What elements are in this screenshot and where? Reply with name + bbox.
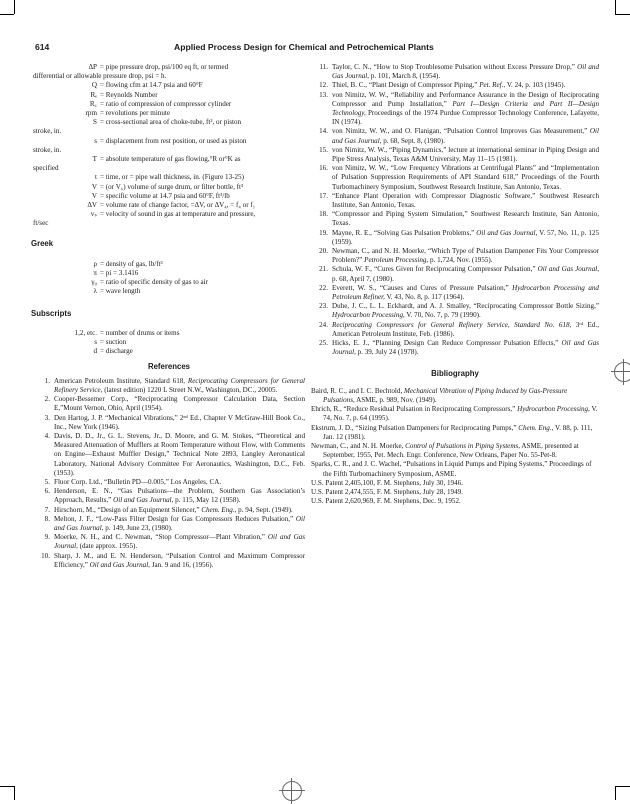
reference-source: Oil and Gas Journal,	[332, 127, 599, 145]
reference-entry	[33, 395, 305, 413]
reference-details: (latest edition) 1220 L Street N.W., Washington, DC., 20005.	[102, 385, 278, 394]
reference-number: 18.	[319, 210, 328, 219]
definition-continued: differential or allowable pressure drop, psi = h.	[33, 72, 167, 81]
bibliography-source: Hydrocarbon Processing,	[517, 405, 590, 414]
symbol: d	[93, 347, 97, 356]
reference-number: 14.	[319, 127, 328, 136]
reference-entry	[311, 229, 599, 247]
reference-entry	[311, 284, 599, 302]
definition-continued: stroke, in.	[33, 145, 62, 154]
symbol-definition	[33, 260, 305, 269]
bibliography-source: Control of Pulsations in Piping Systems,	[405, 441, 520, 450]
symbol: Rₑ	[90, 90, 97, 99]
symbol-definition	[33, 192, 305, 201]
crop-mark	[14, 0, 15, 14]
definition: = cross-sectional area of choke-tube, ft², or piston	[100, 118, 242, 127]
bibliography-source: Chem. Eng.,	[518, 423, 554, 432]
bibliography-text: Ehrich, R., “Reduce Residual Pulsation in Reciprocating Compressors,”	[311, 405, 518, 414]
reference-source: Petroleum Processing,	[364, 256, 429, 265]
definition: = pi = 3.1416	[100, 269, 139, 278]
symbol-definition	[33, 210, 305, 219]
reference-text: Everett, W. S., “Causes and Cures of Pressure Pulsation,”	[332, 283, 513, 292]
reference-text: von Nimitz, W. W., “Low Frequency Vibrations at Centrifugal Plants” and “Implementation of Pulsation Suppression Requirements of API Standard 618,” Proceedings of the Fourth Turbomachinery Symposium, Southwest Research Institute, San Antonio, Texas.	[332, 164, 599, 191]
definition: = ratio of compression of compressor cylinder	[100, 99, 232, 108]
reference-details: V. 70, No. 7, p. 79 (1990).	[404, 311, 481, 320]
reference-text: Fluor Corp. Ltd., “Bulletin PD—0.005,” Los Angeles, CA.	[54, 477, 222, 486]
reference-text: Melton, J. F., “Low-Pass Filter Design for Gas Compressors Reduces Pulsation,”	[54, 514, 296, 523]
symbol: s	[94, 136, 97, 145]
reference-text: von Nimitz, W. W., and O. Flanigan, “Pulsation Control Improves Gas Measurement,”	[332, 127, 590, 136]
definition: = ratio of specific density of gas to air	[100, 278, 209, 287]
reference-text: Davis, D. D., Jr., G. L. Stevens, Jr., D. Moore, and G. M. Stokes, “Theoretical and Measured Attenuation of Mufflers at Room Temperature without Flow, with Comments on Engine—Exhaust Muffler Design,” Technical Note 2893, Langley Aeronautical Laboratory, National Advisory Committee For Aeronautics, Washington, D.C., Feb. (1953).	[54, 431, 305, 477]
symbol: V	[91, 182, 97, 191]
symbol-definition	[33, 63, 305, 72]
definition: = pipe pressure drop, psi/100 eq ft, or termed	[100, 63, 229, 71]
symbol: V	[91, 191, 97, 200]
reference-entry	[33, 432, 305, 478]
reference-details: V. 43, No. 8, p. 117 (1964).	[384, 293, 465, 302]
reference-source: Oil and Gas Journal,	[89, 560, 150, 569]
bibliography-details: ASME, presented at September, 1955, Pet. Mech. Engr. Conference, New Orleans, Paper No. 55-Pet-8.	[323, 441, 579, 460]
symbol-definition	[33, 183, 305, 192]
reference-number: 25.	[319, 339, 328, 348]
subscripts-list	[33, 329, 305, 357]
reference-entry	[311, 164, 599, 192]
reference-number: 17.	[319, 191, 328, 200]
symbol: Q	[91, 81, 97, 90]
crop-mark	[615, 0, 616, 14]
symbol: T	[92, 155, 97, 164]
reference-text: Sharp, J. M., and E. N. Henderson, “Pulsation Control and Maximum Compressor Efficiency,”	[54, 551, 305, 569]
reference-entry	[311, 146, 599, 164]
definition: = (or V꜀) volume of surge drum, or filter bottle, ft³	[100, 182, 244, 191]
reference-number: 16.	[319, 164, 328, 173]
bibliography-source: Mechanical Vibration of Piping Induced by Gas-Pressure Pulsations,	[323, 386, 568, 404]
reference-text: Moerke, N. H., and C. Newman, “Stop Compressor—Plant Vibration,”	[54, 533, 268, 542]
subscripts-heading: Subscripts	[31, 308, 72, 318]
reference-number: 10.	[41, 551, 50, 560]
reference-text: Henderson, E. N., “Gas Pulsations—the Problem, Southern Gas Association’s Approach, Results,”	[54, 487, 305, 505]
bibliography-text: U.S. Patent 2,620,969, F. M. Stephens, Dec. 9, 1952.	[311, 497, 461, 506]
symbol-definition	[33, 100, 305, 109]
symbol-definition	[33, 81, 305, 90]
definition: = density of gas, lb/ft³	[100, 259, 163, 268]
definition: = flowing cfm at 14.7 psia and 60°F	[100, 81, 203, 90]
bibliography-entry	[311, 387, 599, 405]
symbol-definition	[33, 91, 305, 100]
bibliography-heading: Bibliography	[431, 368, 479, 378]
reference-details: V. 24, p. 103 (1945).	[505, 81, 566, 90]
bibliography-entry	[311, 405, 599, 423]
reference-source: Oil and Gas Journal,	[537, 265, 599, 274]
bibliography-text: Sparks, C. R., and J. C. Wachel, “Pulsations in Liquid Pumps and Piping Systems,” Proceedings of the Fifth Turbomachinery Symposium, ASME.	[311, 460, 592, 478]
reference-source: Reciprocating Compressors for General Refinery Service,	[54, 376, 305, 394]
reference-details: (date approx. 1955).	[77, 542, 138, 551]
symbol-definition	[33, 329, 305, 338]
reference-text: von Nimitz, W. W., “Reliability and Performance Assurance in the Design of Reciprocating Compressor and Pump Installation,”	[332, 90, 599, 108]
reference-number: 22.	[319, 283, 328, 292]
reference-number: 21.	[319, 265, 328, 274]
reference-source: Hydrocarbon Processing and Petroleum Refiner,	[332, 283, 599, 302]
crop-mark	[615, 14, 630, 15]
reference-entry	[311, 192, 599, 210]
reference-source: Chem. Eng.,	[201, 505, 237, 514]
reference-number: 4.	[44, 431, 50, 440]
references-list	[33, 377, 305, 570]
definition: = absolute temperature of gas flowing,°R or°K as	[100, 155, 241, 164]
reference-source: Pet. Ref.,	[479, 81, 506, 90]
symbol-definition	[33, 155, 305, 164]
reference-text: “Enhance Plant Operation with Compressor Diagnostic Software,” Southwest Research Institute, San Antonio, Texas.	[332, 191, 599, 210]
reference-entry	[311, 302, 599, 320]
symbol: π	[93, 269, 97, 278]
references-heading: References	[147, 362, 191, 372]
symbol-definition	[33, 269, 305, 278]
reference-source: Oil and Gas Journal,	[332, 339, 600, 357]
bibliography-text: U.S. Patent 2,405,100, F. M. Stephens, July 30, 1946.	[311, 478, 463, 487]
reference-number: 5.	[44, 477, 50, 486]
reference-number: 7.	[44, 505, 50, 514]
reference-entry	[33, 533, 305, 551]
reference-number: 6.	[44, 487, 50, 496]
reference-number: 1.	[44, 376, 50, 385]
definition: = specific volume at 14.7 psia and 60°F, ft³/lb	[100, 191, 230, 200]
registration-mark	[614, 362, 630, 382]
reference-number: 23.	[319, 302, 328, 311]
reference-text: von Nimitz, W. W., “Piping Dynamics,” lecture at international seminar in Piping Design and Pipe Stress Analysis, Texas A&M University, May 11–15 (1981).	[332, 145, 599, 164]
reference-entry	[311, 265, 599, 283]
definition: = velocity of sound in gas at temperature and pressure,	[100, 210, 256, 219]
symbol-definition	[33, 201, 305, 210]
registration-mark	[282, 781, 302, 801]
symbol-definition	[33, 287, 305, 296]
symbol-definition	[33, 278, 305, 287]
bibliography-entry	[311, 497, 599, 506]
symbol: R꜀	[89, 99, 97, 108]
reference-text: Duhe, J. C., L. L. Eckhardt, and A. J. Smalley, “Reciprocating Compressor Bottle Sizing,”	[332, 302, 599, 311]
reference-entry	[33, 478, 305, 487]
reference-number: 8.	[44, 514, 50, 523]
running-title: Applied Process Design for Chemical and Petrochemical Plants	[174, 42, 434, 52]
reference-text: Cooper-Bessemer Corp., “Reciprocating Compressor Calculation Data, Section E,”Mount Vernon, Ohio, April (1954).	[54, 395, 305, 413]
left-column	[33, 63, 305, 570]
greek-list	[33, 260, 305, 297]
symbol: 1,2, etc.	[74, 328, 97, 337]
bibliography-entry	[311, 442, 599, 460]
crop-mark	[615, 786, 630, 787]
definition: = time, or = pipe wall thickness, in. (Figure 13-25)	[100, 173, 244, 182]
crop-mark	[0, 14, 14, 15]
definition: = wave length	[100, 287, 141, 296]
symbol: t	[95, 173, 97, 182]
reference-text: Hicks, E. J., “Planning Design Can Reduce Compressor Pulsation Effects,”	[332, 339, 562, 348]
reference-details: p. 101, March 8, (1954).	[369, 72, 441, 81]
bibliography-details: V. 88, p. 111, Jan. 12 (1981).	[323, 423, 593, 441]
reference-source: Part I—Design Criteria and Part II—Design Technology,	[332, 99, 599, 118]
reference-entry	[33, 515, 305, 533]
reference-details: p. 39, July 24 (1978).	[355, 348, 419, 357]
symbol-definition	[33, 173, 305, 182]
reference-details: 3ʳᵈ Ed., American Petroleum Institute, Feb. (1986).	[332, 320, 599, 338]
symbol: ΔV	[87, 201, 97, 210]
reference-number: 11.	[319, 63, 328, 71]
reference-entry	[311, 339, 599, 357]
reference-source: Oil and Gas Journal,	[332, 63, 599, 81]
symbol-definition	[33, 109, 305, 118]
greek-heading: Greek	[31, 238, 54, 248]
bibliography-entry	[311, 424, 599, 442]
reference-text: Mayne, R. E., “Solving Gas Pulsation Problems,”	[332, 228, 477, 237]
reference-source: Reciprocating Compressors for General Refinery Service, Standard No. 618,	[332, 320, 572, 329]
reference-text: “Compressor and Piping System Simulation,” Southwest Research Institute, San Antonio, Texas.	[332, 210, 599, 228]
reference-text: Taylor, C. N., “How to Stop Troublesome Pulsation without Excess Pressure Drop,”	[332, 63, 578, 71]
nomenclature-list	[33, 63, 305, 229]
bibliography-entry	[311, 460, 599, 478]
reference-entry	[33, 487, 305, 505]
symbol-definition	[33, 338, 305, 347]
symbol: s	[94, 338, 97, 347]
reference-text: Newman, C., and N. H. Moerke, “Which Type of Pulsation Dampener Fits Your Compressor Problem?”	[332, 247, 599, 265]
bibliography-text: Newman, C., and N. H. Moerke,	[311, 441, 406, 450]
reference-text: American Petroleum Institute, Standard 618,	[54, 376, 188, 385]
definition: = discharge	[100, 347, 133, 356]
reference-entry	[33, 552, 305, 570]
reference-entry	[311, 247, 599, 265]
reference-source: Oil and Gas Journal,	[54, 514, 305, 532]
definition-continued: stroke, in.	[33, 127, 62, 136]
bibliography-list	[311, 387, 599, 507]
reference-details: p. 68, April 7, (1980).	[332, 274, 394, 283]
reference-text: Schula, W. F., “Cures Given for Reciprocating Compressor Pulsation,”	[332, 265, 538, 274]
reference-source: Hydrocarbon Processing,	[332, 311, 405, 320]
symbol-definition	[33, 347, 305, 356]
symbol: γ₀	[91, 278, 97, 287]
reference-number: 24.	[319, 320, 328, 329]
reference-details: V. 57, No. 11, p. 125 (1959).	[332, 228, 600, 246]
symbol: rpm	[85, 109, 97, 118]
definition: = suction	[100, 338, 127, 347]
definition: = displacement from rest position, or used as piston	[100, 136, 247, 145]
page-number: 614	[35, 42, 50, 52]
symbol: ΔP	[88, 63, 97, 71]
reference-text: Hirschorn, M., “Design of an Equipment Silencer,”	[54, 505, 202, 514]
reference-text: Den Hartog, J. P. “Mechanical Vibrations,” 2ⁿᵈ Ed., Chapter V McGraw-Hill Book Co., Inc., New York (1946).	[54, 413, 305, 431]
reference-source: Oil and Gas Journal,	[476, 228, 538, 237]
symbol: S	[93, 118, 97, 127]
reference-number: 12.	[319, 81, 328, 90]
bibliography-text: Baird, R. C., and I. C. Bechtold,	[311, 386, 404, 395]
references-list-continued	[311, 63, 599, 358]
definition-continued: specified	[33, 164, 59, 173]
reference-entry	[311, 91, 599, 128]
reference-entry	[311, 81, 599, 90]
crop-mark	[14, 786, 15, 800]
reference-text: Thiel, B. C., “Plant Design of Compressor Piping,”	[332, 81, 480, 90]
reference-details: p. 68, Sept. 8, (1980).	[381, 136, 445, 145]
symbol-definition	[33, 137, 305, 146]
reference-details: p. 149, June 23, (1980).	[103, 523, 173, 532]
reference-entry	[33, 414, 305, 432]
reference-details: p. 1,724, Nov. (1955).	[428, 256, 493, 265]
bibliography-entry	[311, 488, 599, 497]
reference-details: p. 94, Sept. (1949).	[236, 505, 293, 514]
reference-entry	[311, 63, 599, 81]
crop-mark	[615, 786, 616, 800]
right-column	[311, 63, 599, 506]
bibliography-entry	[311, 479, 599, 488]
bibliography-text: Ekstrum, J. D., “Sizing Pulsation Dampeners for Reciprocating Pumps,”	[311, 423, 519, 432]
bibliography-details: ASME, p. 989, Nov. (1949).	[354, 395, 437, 404]
reference-number: 15.	[319, 145, 328, 154]
reference-number: 13.	[319, 90, 328, 99]
definition: = revolutions per minute	[100, 109, 170, 118]
reference-entry	[33, 506, 305, 515]
symbol-definition	[33, 118, 305, 127]
symbol: ρ	[93, 259, 97, 268]
reference-entry	[311, 210, 599, 228]
bibliography-text: U.S. Patent 2,474,555, F. M. Stephens, July 28, 1949.	[311, 487, 463, 496]
reference-number: 3.	[44, 413, 50, 422]
definition: = number of drums or items	[100, 328, 180, 337]
reference-number: 20.	[319, 247, 328, 256]
reference-entry	[33, 377, 305, 395]
reference-source: Oil and Gas Journal,	[113, 496, 174, 505]
reference-details: p. 115, May 12 (1958).	[173, 496, 241, 505]
reference-source: Oil and Gas Journal,	[54, 533, 305, 551]
crop-mark	[0, 786, 14, 787]
reference-details: Proceedings of the 1974 Purdue Compressor Technology Conference, Lafayette, IN (1974).	[332, 109, 599, 127]
definition-continued: ft/sec	[33, 219, 49, 228]
bibliography-details: V. 74, No. 7, p. 64 (1995).	[323, 405, 598, 423]
reference-number: 19.	[319, 228, 328, 237]
symbol: λ	[93, 287, 97, 296]
reference-details: Jan. 9 and 16, (1956).	[149, 560, 214, 569]
reference-entry	[311, 321, 599, 339]
reference-number: 9.	[44, 533, 50, 542]
reference-number: 2.	[44, 395, 50, 404]
definition: = volume rate of change factor, =ΔV, or ΔV₄, = f₄ or f₁	[100, 201, 256, 210]
reference-entry	[311, 127, 599, 145]
symbol: vₛ	[90, 210, 97, 219]
definition: = Reynolds Number	[100, 90, 158, 99]
